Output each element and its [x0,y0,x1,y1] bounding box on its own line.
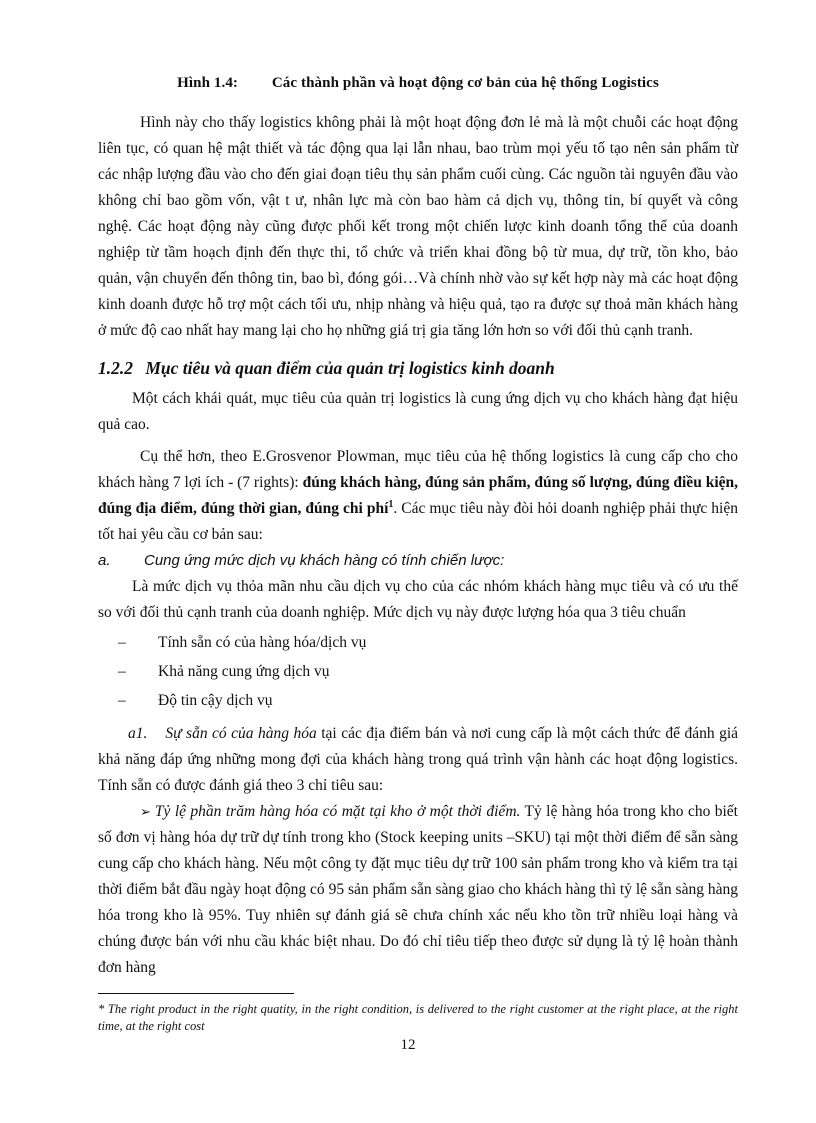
subheading-a [98,548,738,574]
figure-caption [98,70,738,96]
section-title: Mục tiêu và quan điểm của quản trị logistics kinh doanh [145,358,555,378]
section-number: 1.2.2 [98,358,133,378]
criterion-text: Khả năng cung ứng dịch vụ [158,663,330,680]
criteria-list [98,628,738,715]
stock-italic: Tỷ lệ phần trăm hàng hóa có mặt tại kho ở một thời điểm. [154,803,521,820]
goal-paragraph: Một cách khái quát, mục tiêu của quản trị logistics là cung ứng dịch vụ cho khách hàng đạt hiệu quả cao. [98,390,738,433]
document-page [98,70,738,981]
dash-marker: – [118,692,126,709]
page-number: 12 [400,1037,416,1053]
a1-label: a1. [128,725,148,742]
plowman-paragraph [98,444,738,548]
list-item [98,628,738,657]
list-item [98,657,738,686]
a1-italic: Sự sẵn có của hàng hóa [165,725,317,742]
seven-rights: đúng khách hàng, đúng sản phẩm, đúng số lượng, đúng điều kiện, đúng địa điểm, đúng thời gian, đúng chi phí [98,474,738,517]
plowman-lead: Cụ thể hơn, theo E.Grosvenor Plowman, mục tiêu của hệ thống logistics là cung cấp cho cho khách hàng 7 lợi ích - (7 rights): [98,448,738,491]
footnote-divider [98,993,294,994]
stock-paragraph [98,799,738,981]
dash-marker: – [118,663,126,680]
stock-text: Tỷ lệ hàng hóa trong kho cho biết số đơn vị hàng hóa dự trữ dự tính trong kho (Stock keeping units –SKU) tại một thời điểm để sẵn sàng cung cấp cho khách hàng. Nếu một công ty đặt mục tiêu dự trữ 100 sản phẩm trong kho và kiểm tra tại thời điểm bắt đầu ngày hoạt động có 95 sản phẩm sẵn sàng giao cho khách hàng thì tỷ lệ sẵn sàng hàng hóa trong kho là 95%. Tuy nhiên sự đánh giá sẽ chưa chính xác nếu kho tồn trữ nhiều loại hàng và chúng được bán với nhu cầu khác biệt nhau. Do đó chỉ tiêu tiếp theo được sử dụng là tỷ lệ hoàn thành đơn hàng [98,803,738,976]
service-level-paragraph: Là mức dịch vụ thỏa mãn nhu cầu dịch vụ cho của các nhóm khách hàng mục tiêu và có ưu thế so với đối thủ cạnh tranh của doanh nghiệp. Mức dịch vụ này được lượng hóa qua 3 tiêu chuẩn [98,578,738,621]
footnote-mark: 1 [388,498,394,510]
a1-text: tại các địa điểm bán và nơi cung cấp là một cách thức để đánh giá khả năng đáp ứng những mong đợi của khách hàng trong quá trình vận hành các hoạt động logistics. Tính sẵn có được đánh giá theo 3 chỉ tiêu sau: [98,725,739,794]
intro-paragraph: Hình này cho thấy logistics không phải là một hoạt động đơn lẻ mà là một chuỗi các hoạt động liên tục, có quan hệ mật thiết và tác động qua lại lẫn nhau, bao trùm mọi yếu tố tạo nên sản phẩm từ các nhập lượng đầu vào cho đến giai đoạn tiêu thụ sản phẩm cuối cùng. Các nguồn tài nguyên đầu vào không chỉ bao gồm vốn, vật t ư, nhân lực mà còn bao hàm cả dịch vụ, thông tin, bí quyết và công nghệ. Các hoạt động này cũng được phối kết trong một chiến lược kinh doanh tổng thể của doanh nghiệp từ tầm hoạch định đến thực thi, tổ chức và triển khai đồng bộ từ mua, dự trữ, tồn kho, bảo quản, vận chuyển đến thông tin, bao bì, đóng gói…Và chính nhờ vào sự kết hợp này mà các hoạt động kinh doanh được hỗ trợ một cách tối ưu, nhịp nhàng và hiệu quả, tạo ra được sự thoả mãn khách hàng ở mức độ cao nhất hay mang lại cho họ những giá trị gia tăng lớn hơn so với đối thủ cạnh tranh. [98,114,738,339]
a1-paragraph [98,721,738,799]
arrow-bullet-icon: ➢ [140,804,151,819]
subheading-a-label: a. [98,552,111,569]
dash-marker: – [118,634,126,651]
list-item [98,686,738,715]
figure-number: Hình 1.4: [177,75,239,91]
footnote-text: The right product in the right quatity, in the right condition, is delivered to the right customer at the right place, at the right time, at the right cost [98,1002,738,1033]
section-heading [98,354,738,382]
figure-title: Các thành phần và hoạt động cơ bản của hệ thống Logistics [271,75,659,91]
footnote [98,1001,738,1035]
criterion-text: Độ tin cậy dịch vụ [158,692,273,709]
subheading-a-text: Cung ứng mức dịch vụ khách hàng có tính chiến lược: [144,552,505,569]
plowman-tail: . Các mục tiêu này đòi hỏi doanh nghiệp phải thực hiện tốt hai yêu cầu cơ bản sau: [98,500,738,543]
footnote-mark: * [98,1002,105,1016]
criterion-text: Tính sẵn có của hàng hóa/dịch vụ [158,634,367,651]
